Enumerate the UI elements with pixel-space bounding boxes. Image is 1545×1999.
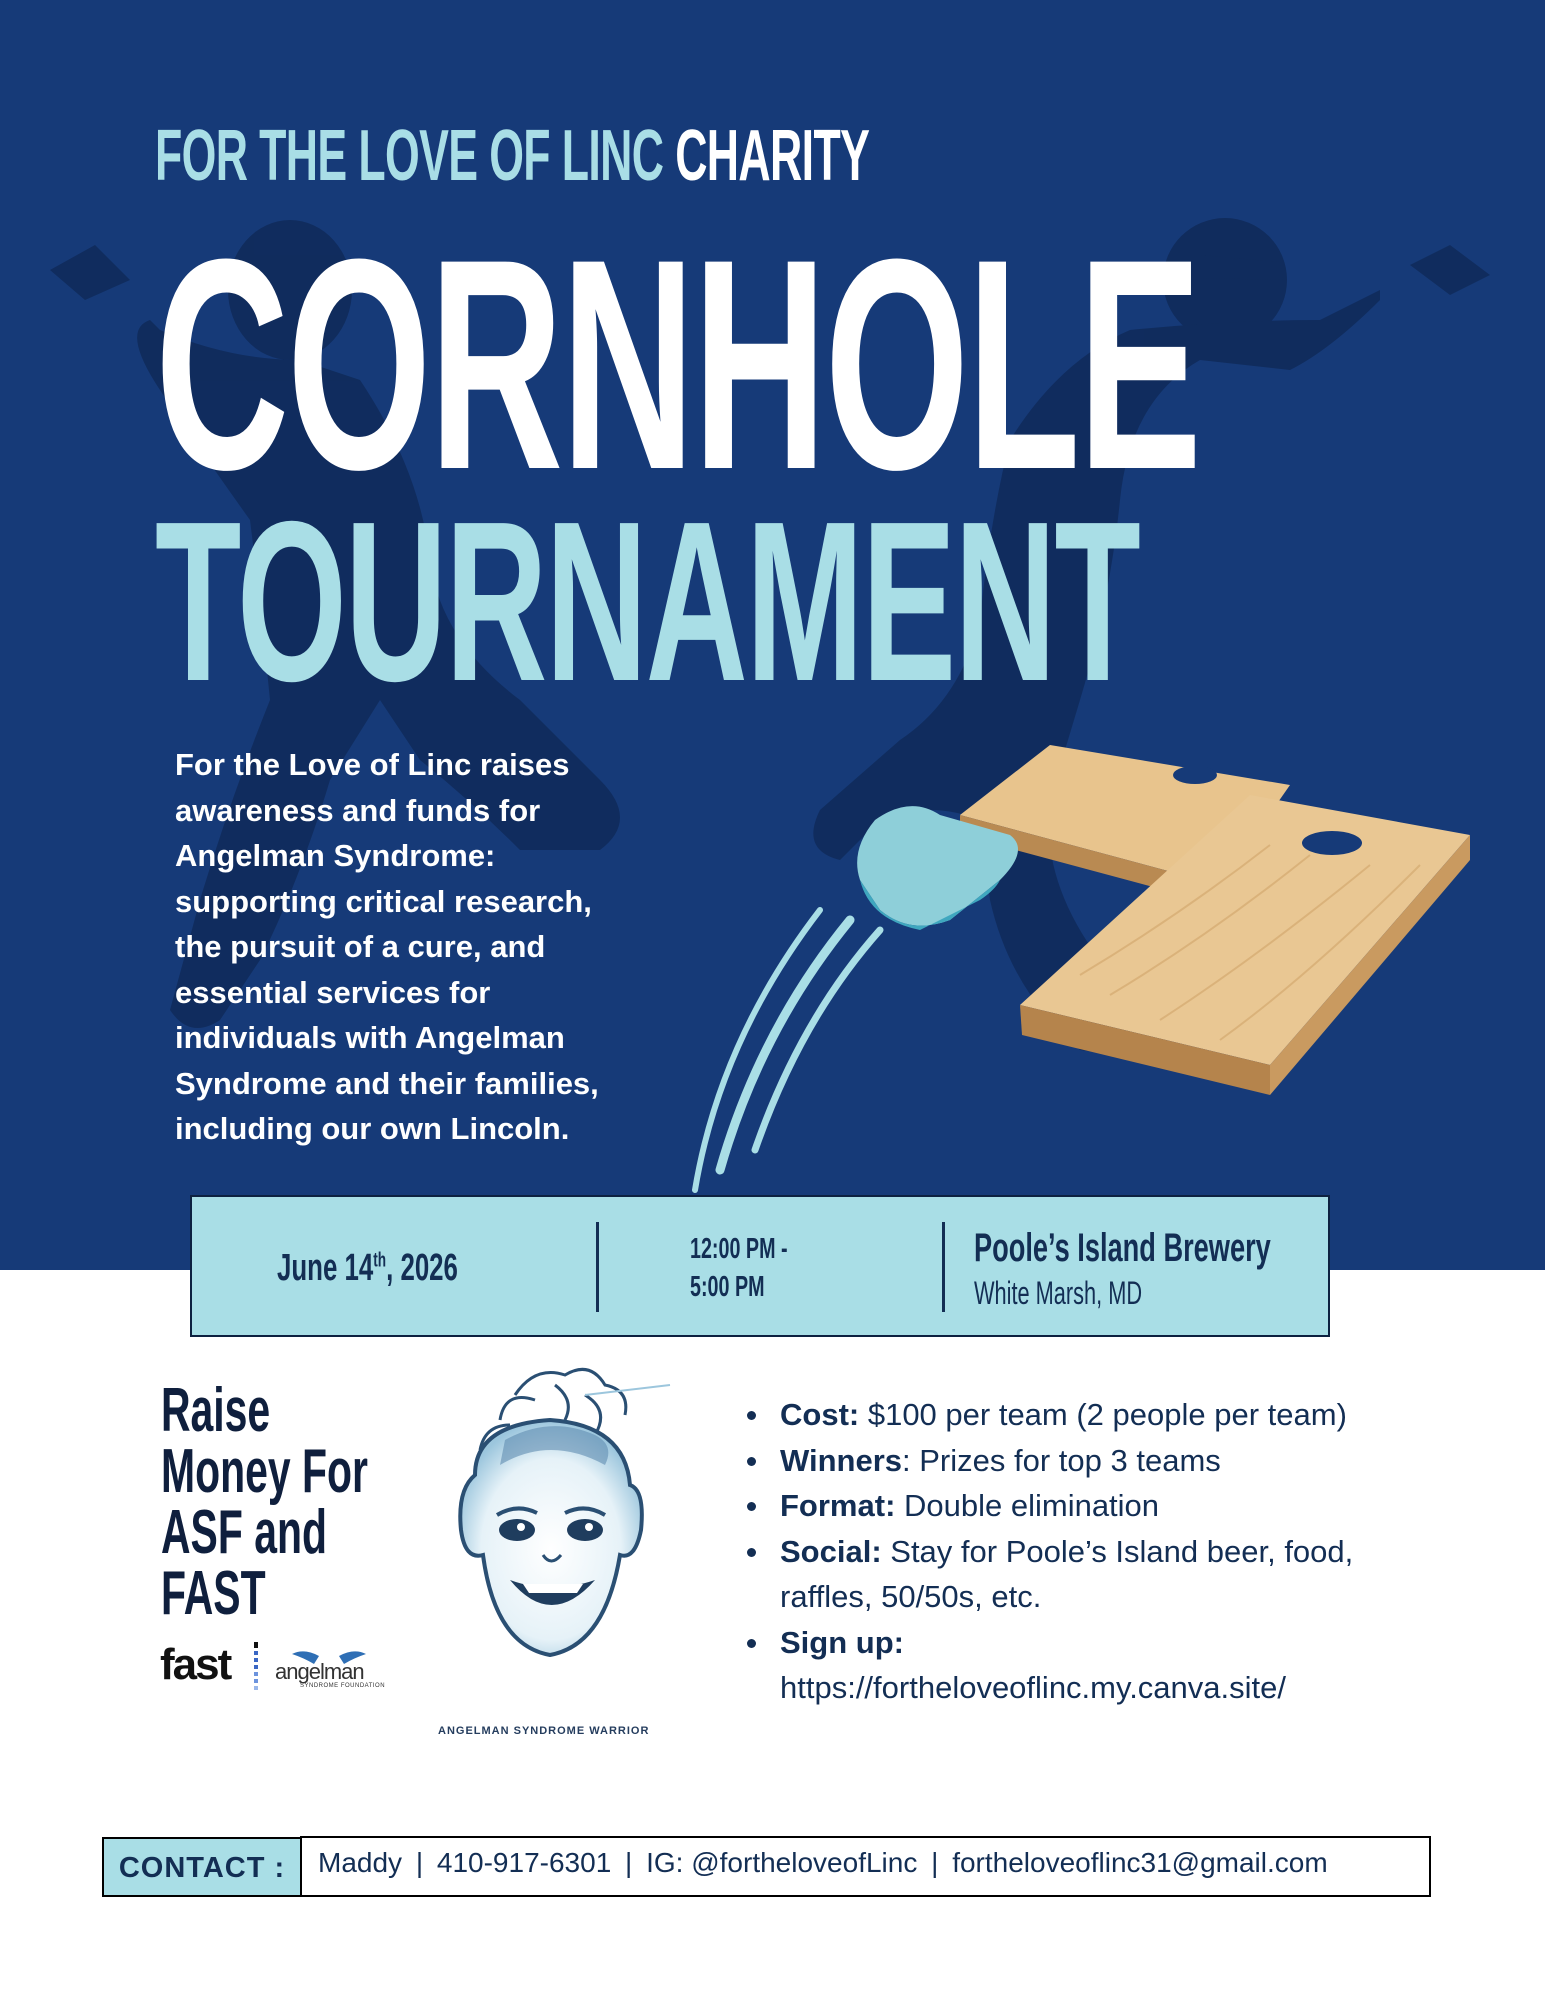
angelman-logo-subtext: SYNDROME FOUNDATION [300,1683,386,1689]
detail-winners: Winners: Prizes for top 3 teams [740,1438,1440,1484]
intro-line: individuals with Angelman [175,1020,565,1055]
intro-paragraph [175,742,675,1152]
fast-logo-bars [252,1642,260,1696]
raise-line: Money For [161,1437,368,1506]
angelman-logo-text: angelman [275,1659,364,1684]
contact-email[interactable]: fortheloveoflinc31@gmail.com [952,1847,1328,1878]
event-date: June 14th, 2026 [277,1247,458,1289]
raise-line: FAST [161,1559,266,1628]
contact-name: Maddy [318,1847,403,1878]
intro-line: the pursuit of a cure, and [175,929,546,964]
event-time: 12:00 PM - 5:00 PM [690,1233,788,1303]
event-details-list [740,1392,1440,1711]
intro-line: essential services for [175,974,491,1010]
event-info-bar [190,1195,1330,1337]
info-divider [596,1222,599,1312]
intro-line: supporting critical research, [175,883,592,919]
contact-instagram[interactable]: IG: @fortheloveofLinc [646,1847,918,1878]
charity-prefix: FOR THE LOVE OF LINC [155,116,664,196]
detail-signup[interactable]: Sign up: https://fortheloveoflinc.my.canva.site/ [740,1620,1440,1711]
intro-line: For the Love of Linc raises [175,747,570,782]
child-portrait-illustration [405,1355,695,1725]
fast-logo: fast [160,1640,231,1689]
contact-separator: | [415,1847,424,1878]
signup-link[interactable]: https://fortheloveoflinc.my.canva.site/ [780,1670,1286,1705]
detail-cost: Cost: $100 per team (2 people per team) [740,1392,1440,1438]
intro-line: Syndrome and their families, [175,1065,599,1101]
charity-heading [155,118,1307,194]
title-cornhole: CORNHOLE [155,196,1200,532]
intro-line: Angelman Syndrome: [175,838,496,873]
venue-name: Poole’s Island Brewery [974,1226,1271,1270]
charity-suffix: CHARITY [675,116,870,196]
contact-info [300,1836,1431,1897]
raise-line: ASF and [161,1498,327,1567]
info-divider [942,1222,945,1312]
venue-city: White Marsh, MD [974,1275,1143,1311]
portrait-caption: ANGELMAN SYNDROME WARRIOR [438,1725,650,1737]
contact-label: CONTACT : [102,1837,302,1897]
raise-line: Raise [161,1376,271,1445]
contact-phone[interactable]: 410-917-6301 [436,1847,612,1878]
detail-social: Social: Stay for Poole’s Island beer, food, raffles, 50/50s, etc. [740,1529,1440,1620]
intro-line: awareness and funds for [175,792,541,828]
title-tournament: TOURNAMENT [155,475,1139,729]
contact-separator: | [931,1847,939,1878]
detail-format: Format: Double elimination [740,1483,1440,1529]
bean-bag-illustration [680,760,1040,1220]
contact-separator: | [625,1847,633,1878]
intro-line: including our own Lincoln. [175,1111,570,1146]
